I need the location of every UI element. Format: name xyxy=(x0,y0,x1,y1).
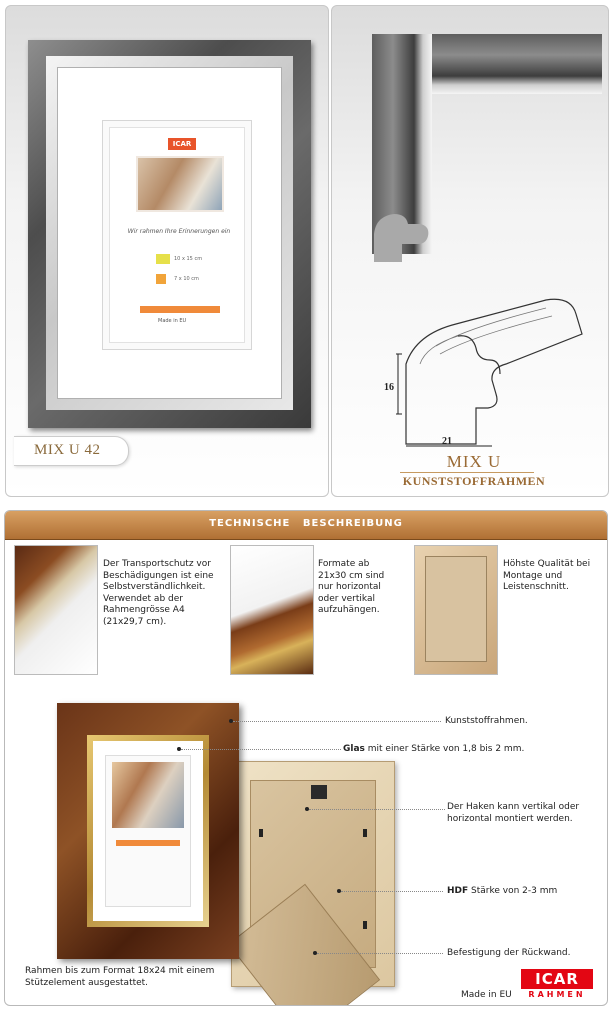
frame-front-panel xyxy=(5,5,329,497)
callout-back-fastening: Befestigung der Rückwand. xyxy=(447,948,571,958)
callout-frame-material: Kunststoffrahmen. xyxy=(445,716,528,726)
formats-text: Formate ab 21x30 cm sind nur horizontal oder vertikal aufzuhängen. xyxy=(318,559,385,615)
size-label-small: 7 x 10 cm xyxy=(174,276,199,282)
technical-header-bar xyxy=(5,511,607,540)
insert-script: Wir rahmen Ihre Erinnerungen ein xyxy=(127,228,231,235)
dimension-height: 16 xyxy=(384,382,394,393)
transport-protection-text: Der Transportschutz vor Beschädigungen ist eine Selbstverständlichkeit. Verwendet ab der Rahmengrösse A4 (21x29,7 cm). xyxy=(103,559,214,627)
profile-sketch-icon xyxy=(396,294,596,454)
callout-glass xyxy=(343,743,524,755)
dimension-width: 21 xyxy=(442,436,452,447)
hook-icon xyxy=(311,785,327,799)
callout-hdf-rest: Stärke von 2-3 mm xyxy=(468,886,558,896)
frame-front-image xyxy=(28,40,311,428)
icar-logo-subtitle: RAHMEN xyxy=(528,990,586,999)
frame-front-illustration xyxy=(57,703,239,959)
made-in-label: Made in EU xyxy=(461,990,512,1000)
frame-corner-image xyxy=(230,545,314,675)
callout-glass-bold: Glas xyxy=(343,744,365,754)
sample-insert-card xyxy=(102,120,252,350)
model-label: MIX U 42 xyxy=(34,442,101,458)
size-tag-large xyxy=(156,254,170,264)
callout-glass-rest: mit einer Stärke von 1,8 bis 2 mm. xyxy=(364,744,525,754)
sample-photo xyxy=(112,762,184,828)
size-tag-small xyxy=(156,274,166,284)
callout-hdf xyxy=(447,885,557,897)
size-label-large: 10 x 15 cm xyxy=(174,256,203,262)
frame-back-image xyxy=(414,545,498,675)
insert-made-in: Made in EU xyxy=(158,318,187,324)
product-type: KUNSTSTOFFRAHMEN xyxy=(402,474,546,488)
technical-description-section xyxy=(4,510,608,1006)
model-label-tab xyxy=(14,436,129,466)
profile-silhouette-icon xyxy=(372,204,452,264)
product-name-divider xyxy=(400,472,534,473)
profile-panel xyxy=(331,5,609,497)
transport-protection-image xyxy=(14,545,98,675)
icar-logo: ICAR xyxy=(521,969,593,989)
technical-header-title: TECHNISCHE BESCHREIBUNG xyxy=(209,518,403,529)
callout-hook: Der Haken kann vertikal oder horizontal montiert werden. xyxy=(447,802,580,824)
insert-photo xyxy=(136,156,224,212)
insert-logo: ICAR xyxy=(168,138,196,150)
callout-stand: Rahmen bis zum Format 18x24 mit einem Stützelement ausgestattet. xyxy=(25,966,215,988)
stand-support xyxy=(228,884,380,1006)
insert-url-bar xyxy=(140,306,220,313)
product-name: MIX U xyxy=(446,452,502,471)
quality-text: Höhste Qualität bei Montage und Leistenschnitt. xyxy=(503,559,591,592)
callout-hdf-bold: HDF xyxy=(447,886,469,896)
